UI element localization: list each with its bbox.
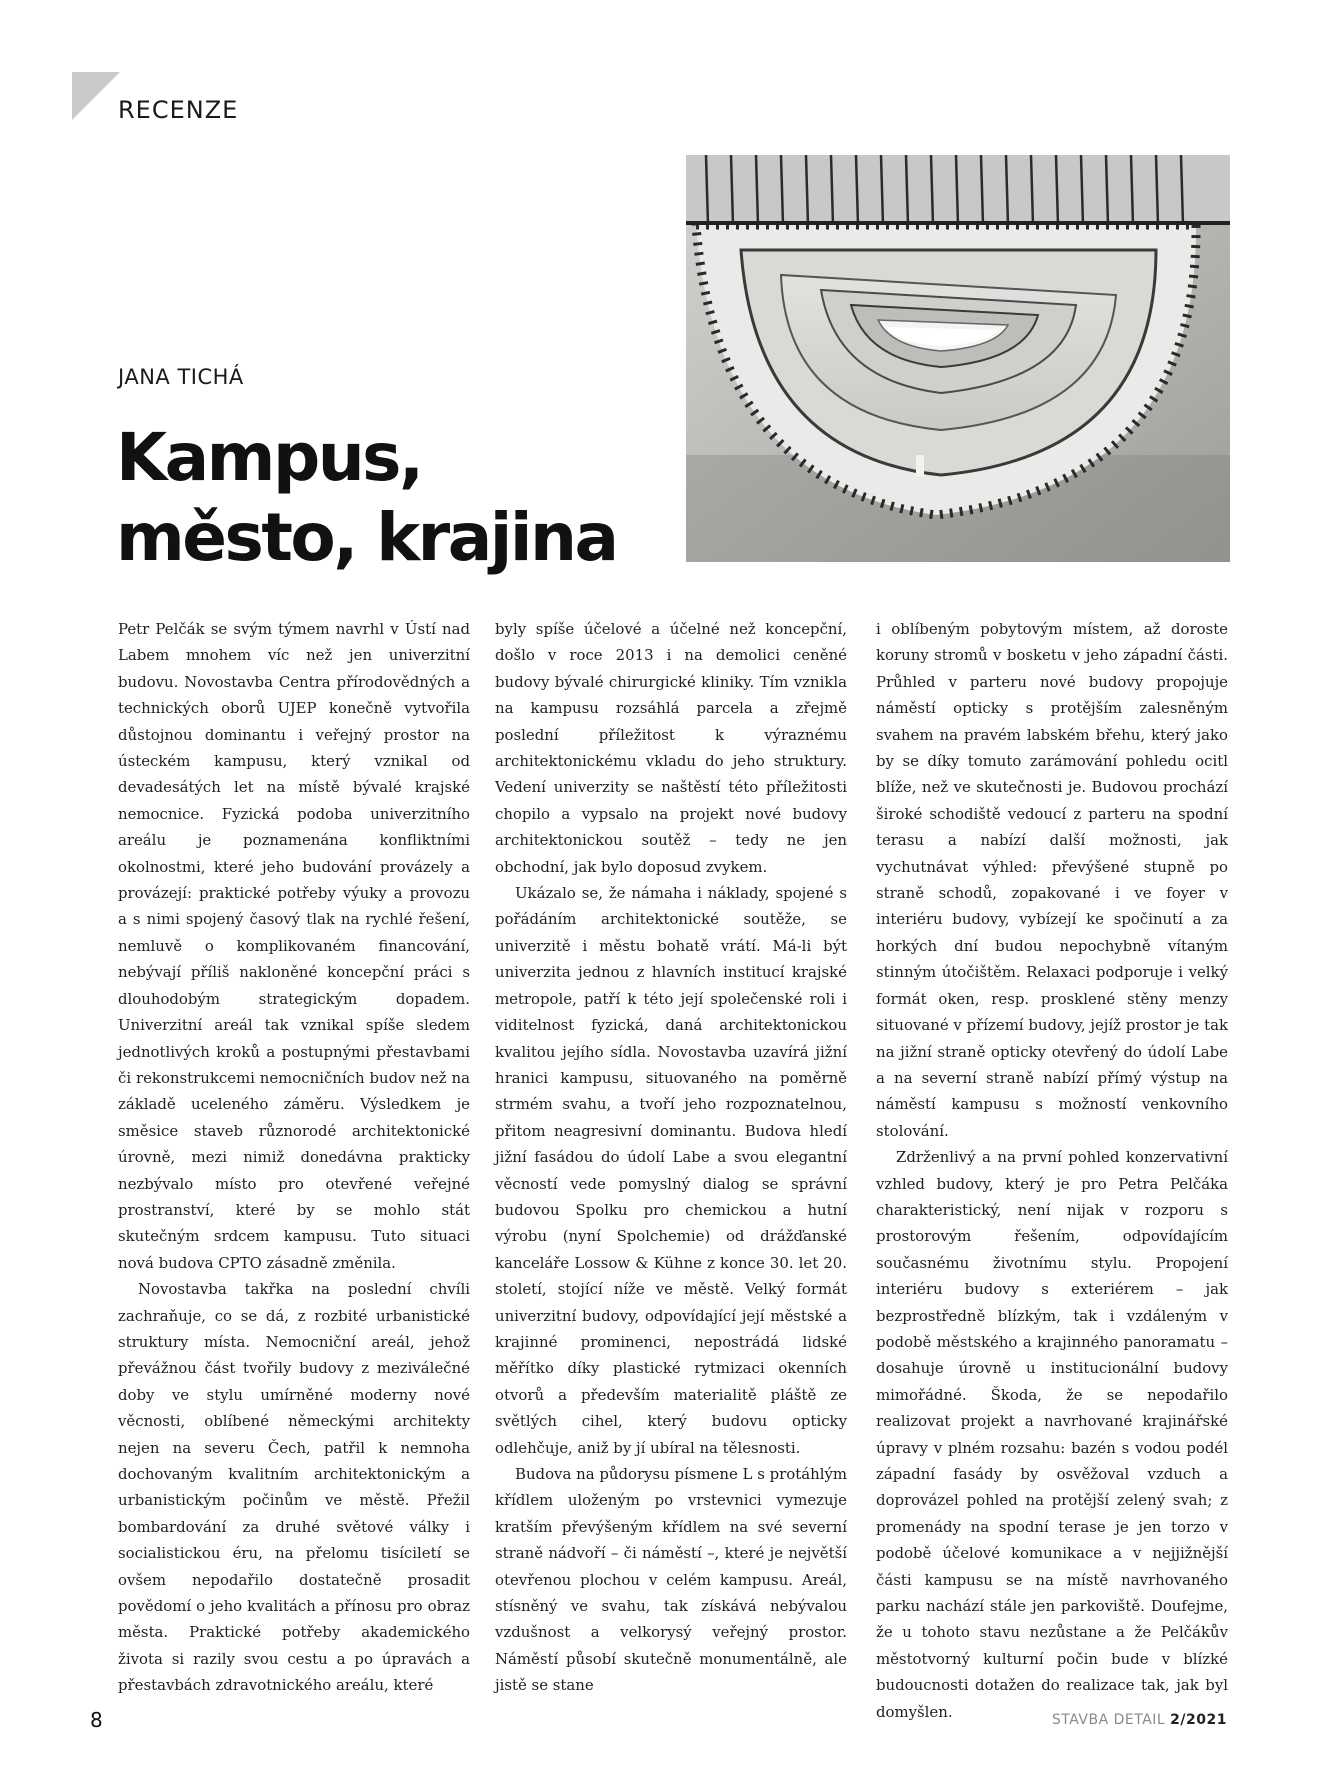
article-title <box>116 418 617 578</box>
paragraph: Novostavba takřka na poslední chvíli zachraňuje, co se dá, z rozbité urbanistické struktury místa. Nemocniční areál, jehož převážnou část tvořily budovy z meziválečné doby ve stylu umírněné moderny nové věcnosti, oblíbené německými architekty nejen na severu Čech, patřil k nemnoha dochovaným kvalitním architektonickým a urbanistickým počinům ve městě. Přežil bombardování za druhé světové války i socialistickou éru, na přelomu tisíciletí se ovšem nepodařilo dostatečně prosadit povědomí o jeho kvalitách a přínosu pro obraz města. Praktické potřeby akademického života si razily svou cestu a po úpravách a přestavbách zdravotnického areálu, které <box>118 1280 470 1695</box>
page-number: 8 <box>90 1708 103 1732</box>
staircase-photo <box>686 155 1230 562</box>
issue-number: 2/2021 <box>1170 1712 1227 1728</box>
section-label: RECENZE <box>118 96 239 124</box>
text-column-1 <box>118 616 470 1695</box>
paragraph: byly spíše účelové a účelné než koncepční, došlo v roce 2013 i na demolici ceněné budovy bývalé chirurgické kliniky. Tím vznikla na kampusu rozsáhlá parcela a zřejmě poslední příležitost k výraznému architektonickému vkladu do jeho struktury. Vedení univerzity se naštěstí této příležitosti chopilo a vypsalo na projekt nové budovy architektonickou soutěž – tedy ne jen obchodní, jak bylo doposud zvykem. <box>495 620 847 876</box>
article-author: JANA TICHÁ <box>118 365 244 389</box>
paragraph: Budova na půdorysu písmene L s protáhlým křídlem uloženým po vrstevnici vymezuje kratším převýšeným křídlem na své severní straně nádvoří – či náměstí –, které je největší otevřenou plochou v celém kampusu. Areál, stísněný ve svahu, tak získává nebývalou vzdušnost a velkorysý veřejný prostor. Náměstí působí skutečně monumentálně, ale jistě se stane <box>495 1465 847 1695</box>
publication-name: STAVBA DETAIL <box>1051 1712 1166 1728</box>
corner-triangle-ornament <box>72 72 120 120</box>
article-title-line-1: Kampus, <box>116 419 422 496</box>
paragraph: Zdrženlivý a na první pohled konzervativní vzhled budovy, který je pro Petra Pelčáka charakteristický, není nijak v rozporu s prostorovým řešením, odpovídajícím současnému životnímu stylu. Propojení interiéru budovy s exteriérem – jak bezprostředně blízkým, tak i vzdáleným v podobě městského a krajinného panoramatu – dosahuje úrovně u institucionální budovy mimořádné. Škoda, že se nepodařilo realizovat projekt a navrhované krajinářské úpravy v plném rozsahu: bazén s vodou podél západní fasády by osvěžoval vzduch a doprovázel pohled na protější zelený svah; z promenády na spodní terase je jen torzo v podobě účelové komunikace a v nejjižnější části kampusu se na místě navrhovaného parku nachází stále jen parkoviště. Doufejme, že u tohoto stavu nezůstane a že Pelčákův městotvorný kulturní počin bude v blízké budoucnosti dotažen do realizace tak, jak byl domyšlen. <box>876 1148 1228 1721</box>
paragraph: Ukázalo se, že námaha i náklady, spojené s pořádáním architektonické soutěže, se univerzitě i městu bohatě vrátí. Má-li být univerzita jednou z hlavních institucí krajské metropole, patří k této její společenské roli i viditelnost fyzická, daná architektonickou kvalitou jejího sídla. Novostavba uzavírá jižní hranici kampusu, situovaného na poměrně strmém svahu, a tvoří jeho rozpoznatelnou, přitom neagresivní dominantu. Budova hledí jižní fasádou do údolí Labe a svou elegantní věcností vede pomyslný dialog se správní budovou Spolku pro chemickou a hutní výrobu (nyní Spolchemie) od drážďanské kanceláře Lossow & Kühne z konce 30. let 20. století, stojící níže ve městě. Velký formát univerzitní budovy, odpovídající její městské a krajinné prominenci, nepostrádá lidské měřítko díky plastické rytmizaci okenních otvorů a především materialitě pláště ze světlých cihel, který budovu opticky odlehčuje, aniž by jí ubíral na tělesnosti. <box>495 884 847 1457</box>
publication-footer <box>1052 1712 1227 1728</box>
text-column-2 <box>495 616 847 1695</box>
paragraph: Petr Pelčák se svým týmem navrhl v Ústí nad Labem mnohem víc než jen univerzitní budovu. Novostavba Centra přírodovědných a technických oborů UJEP konečně vytvořila důstojnou dominantu i veřejný prostor na ústeckém kampusu, který vznikal od devadesátých let na místě bývalé krajské nemocnice. Fyzická podoba univerzitního areálu je poznamenána konfliktními okolnostmi, které jeho budování provázely a provázejí: praktické potřeby výuky a provozu a s nimi spojený časový tlak na rychlé řešení, nemluvě o komplikovaném financování, nebývají příliš nakloněné koncepční práci s dlouhodobým strategickým dopadem. Univerzitní areál tak vznikal spíše sledem jednotlivých kroků a postupnými přestavbami či rekonstrukcemi nemocničních budov než na základě uceleného záměru. Výsledkem je směsice staveb různorodé architektonické úrovně, mezi nimiž donedávna prakticky nezbývalo místo pro otevřené veřejné prostranství, které by se mohlo stát skutečným srdcem kampusu. Tuto situaci nová budova CPTO zásadně změnila. <box>118 620 470 1272</box>
article-title-line-2: město, krajina <box>116 499 617 576</box>
paragraph: i oblíbeným pobytovým místem, až doroste koruny stromů v bosketu v jeho západní části. Průhled v parteru nové budovy propojuje náměstí opticky s protějším zalesněným svahem na pravém labském břehu, který jako by se díky tomuto zarámování pohledu ocitl blíže, než ve skutečnosti je. Budovou prochází široké schodiště vedoucí z parteru na spodní terasu a nabízí další možnosti, jak vychutnávat výhled: převýšené stupně po straně schodů, zopakované i ve foyer v interiéru budovy, vybízejí ke spočinutí a za horkých dní budou nepochybně vítaným stinným útočištěm. Relaxaci podporuje i velký formát oken, resp. prosklené stěny menzy situované v přízemí budovy, jejíž prostor je tak na jižní straně opticky otevřený do údolí Labe a na severní straně nabízí přímý výstup na náměstí kampusu s možností venkovního stolování. <box>876 620 1228 1140</box>
